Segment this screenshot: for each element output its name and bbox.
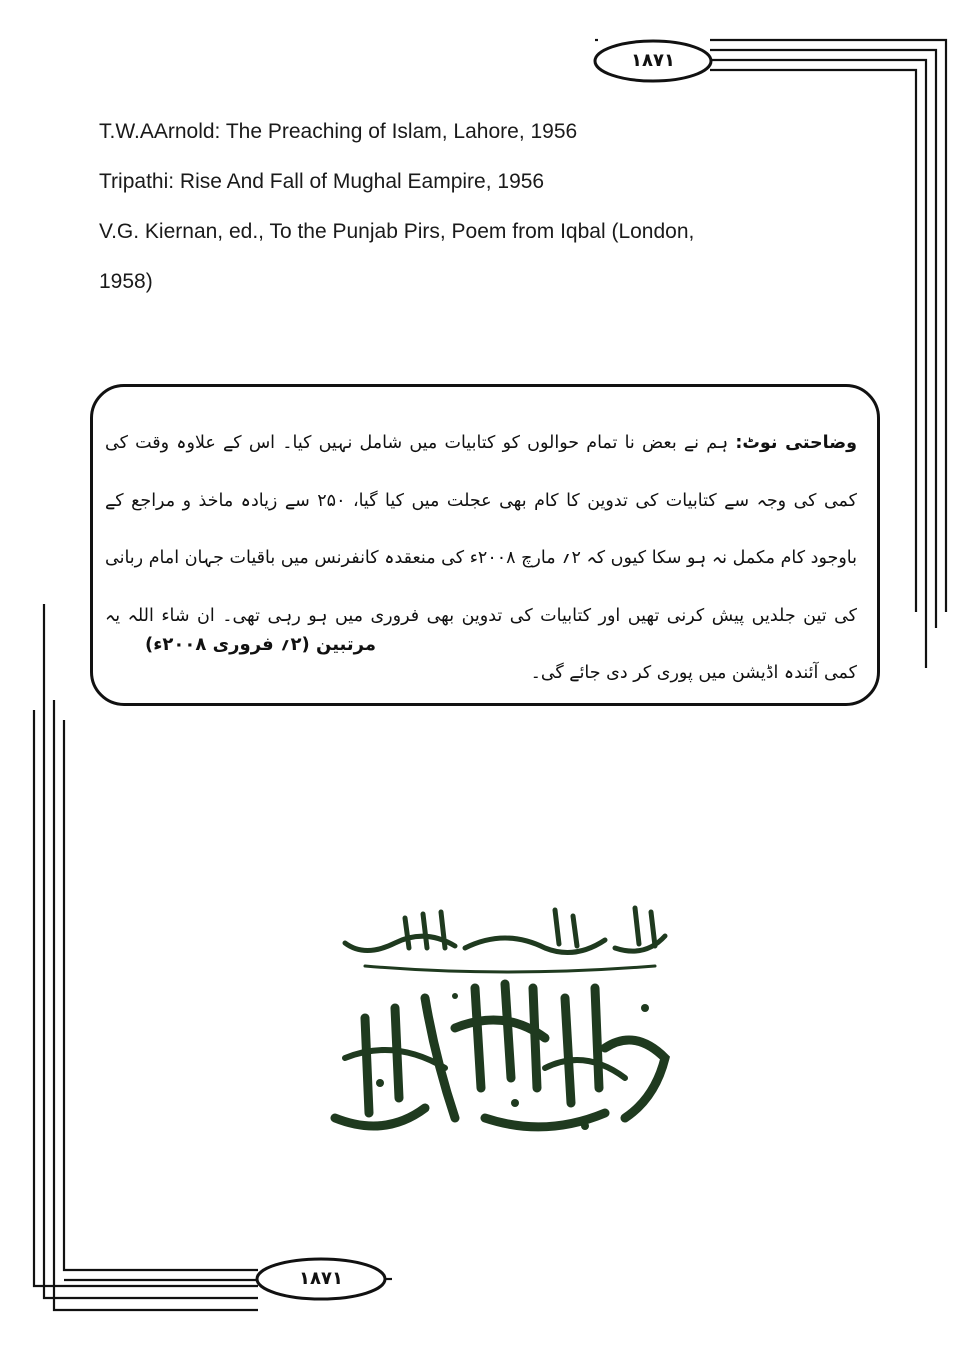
reference-item: Tripathi: Rise And Fall of Mughal Eampire, 1956 [99, 170, 545, 193]
note-signature: مرتبین (۲؍ فروری ۲۰۰۸ء) [144, 634, 376, 655]
hadith-calligraphy [335, 984, 665, 1127]
reference-list [99, 112, 839, 312]
bottom-page-number: ۱۸۷۱ [299, 1268, 343, 1289]
top-page-number: ۱۸۷۱ [631, 50, 675, 71]
note-text [105, 415, 857, 703]
reference-item: V.G. Kiernan, ed., To the Punjab Pirs, Poem from Iqbal (London, [99, 220, 695, 243]
reference-item: T.W.AArnold: The Preaching of Islam, Lahore, 1956 [99, 120, 578, 143]
note-label: وضاحتی نوٹ: [735, 433, 857, 453]
note-body: ہم نے بعض نا تمام حوالوں کو کتابیات میں شامل نہیں کیا۔ اس کے علاوہ وقت کی کمی کی وجہ سے کتابیات کی تدوین کا کام بھی عجلت میں کیا گیا، ۲۵۰ سے زیادہ ماخذ و مراجع کے باوجود کام مکمل نہ ہو سکا کیوں کہ ۲؍ مارچ ۲۰۰۸ء کی منعقدہ کانفرنس میں باقیات جہان امام ربانی کی تین جلدیں پیش کرنی تھیں اور کتابیات کی تدوین بھی فروری میں ہو رہی تھی۔ ان شاء اللہ یہ کمی آئندہ اڈیشن میں پوری کر دی جائے گی۔ [105, 433, 858, 683]
calligraphy-image [305, 888, 685, 1148]
reference-item: 1958) [99, 270, 153, 293]
explanatory-note-box [90, 384, 880, 706]
bismillah-calligraphy [345, 908, 665, 972]
